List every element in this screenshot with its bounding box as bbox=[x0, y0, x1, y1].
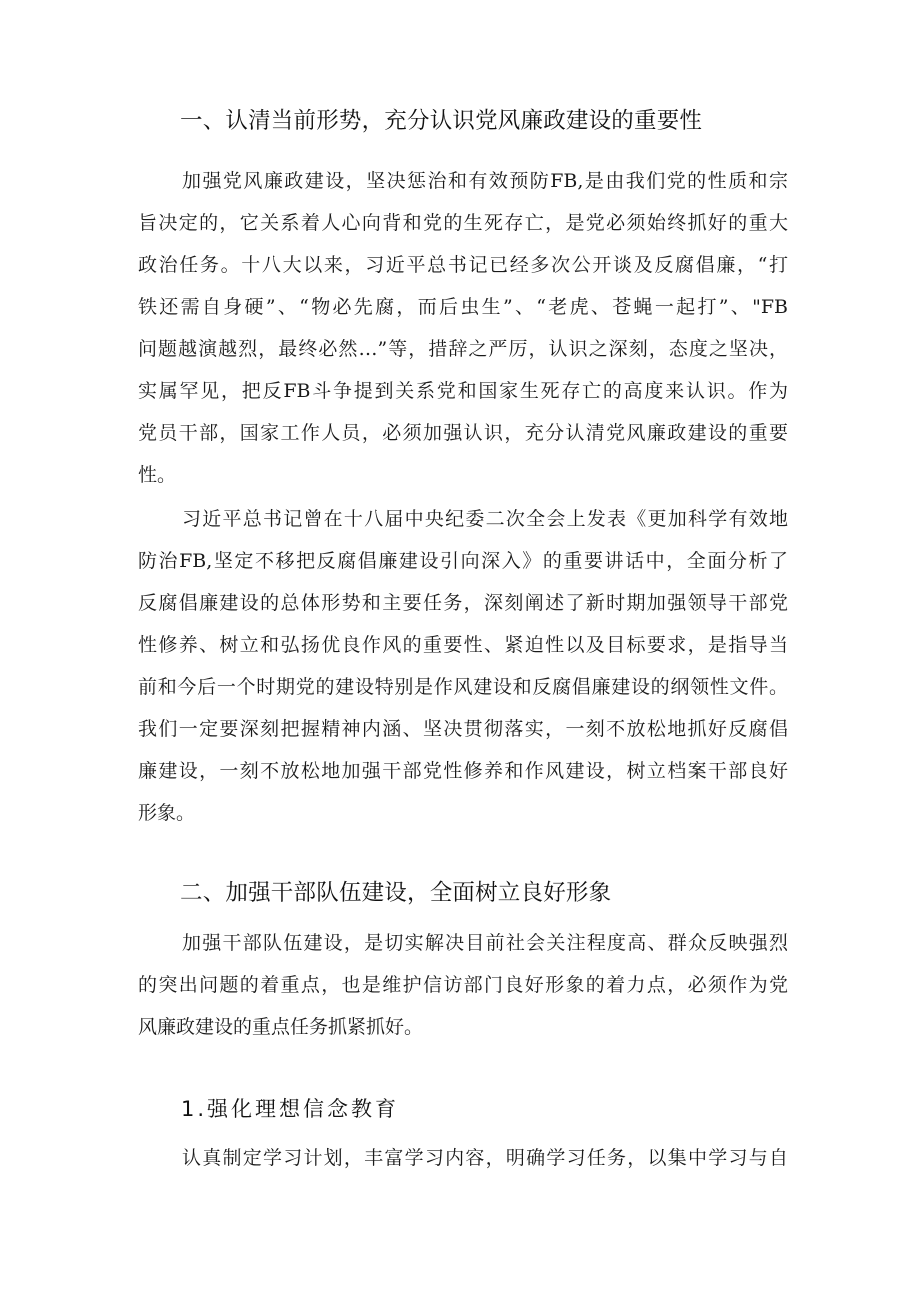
paragraph-line: 我们一定要深刻把握精神内涵、坚决贯彻落实，一刻不放松地抓好反腐倡 bbox=[138, 718, 788, 740]
paragraph-line: 性。 bbox=[138, 464, 177, 486]
paragraph-line: 加强党风廉政建设，坚决惩治和有效预防FB,是由我们党的性质和宗 bbox=[182, 170, 788, 192]
paragraph-line: 党员干部，国家工作人员，必须加强认识，充分认清党风廉政建设的重要 bbox=[138, 422, 788, 444]
paragraph-line: 性修养、树立和弘扬优良作风的重要性、紧迫性以及目标要求，是指导当 bbox=[138, 634, 788, 656]
section-1-paragraph-2 bbox=[138, 498, 788, 834]
paragraph-line: 反腐倡廉建设的总体形势和主要任务，深刻阐述了新时期加强领导干部党 bbox=[138, 592, 788, 614]
paragraph-line: 实属罕见，把反FB斗争提到关系党和国家生死存亡的高度来认识。作为 bbox=[138, 380, 788, 402]
paragraph-line: 政治任务。十八大以来，习近平总书记已经多次公开谈及反腐倡廉，“打 bbox=[138, 254, 788, 276]
paragraph-line: 防治FB,坚定不移把反腐倡廉建设引向深入》的重要讲话中，全面分析了 bbox=[138, 550, 788, 572]
paragraph-line: 的突出问题的着重点，也是维护信访部门良好形象的着力点，必须作为党 bbox=[138, 974, 788, 996]
paragraph-line: 形象。 bbox=[138, 802, 196, 824]
section-1-paragraph-1 bbox=[138, 160, 788, 496]
paragraph-line: 旨决定的，它关系着人心向背和党的生死存亡，是党必须始终抓好的重大 bbox=[138, 212, 788, 234]
subsection-1-heading: 1.强化理想信念教育 bbox=[181, 1097, 400, 1121]
paragraph-line: 习近平总书记曾在十八届中央纪委二次全会上发表《更加科学有效地 bbox=[182, 508, 788, 530]
paragraph-line: 前和今后一个时期党的建设特别是作风建设和反腐倡廉建设的纲领性文件。 bbox=[138, 676, 788, 698]
section-1-heading: 一、认清当前形势，充分认识党风廉政建设的重要性 bbox=[180, 108, 703, 134]
paragraph-line: 风廉政建设的重点任务抓紧抓好。 bbox=[138, 1016, 424, 1038]
subsection-1-paragraph bbox=[138, 1137, 788, 1179]
paragraph-line: 加强干部队伍建设，是切实解决目前社会关注程度高、群众反映强烈 bbox=[182, 932, 788, 954]
paragraph-line: 问题越演越烈，最终必然…”等，措辞之严厉，认识之深刻，态度之坚决， bbox=[138, 338, 788, 360]
paragraph-line: 认真制定学习计划，丰富学习内容，明确学习任务，以集中学习与自 bbox=[182, 1147, 788, 1169]
section-2-heading: 二、加强干部队伍建设，全面树立良好形象 bbox=[180, 880, 612, 906]
section-2-paragraph-1 bbox=[138, 922, 788, 1048]
paragraph-line: 铁还需自身硬”、“物必先腐，而后虫生”、“老虎、苍蝇一起打”、"FB bbox=[138, 296, 788, 318]
paragraph-line: 廉建设，一刻不放松地加强干部党性修养和作风建设，树立档案干部良好 bbox=[138, 760, 788, 782]
